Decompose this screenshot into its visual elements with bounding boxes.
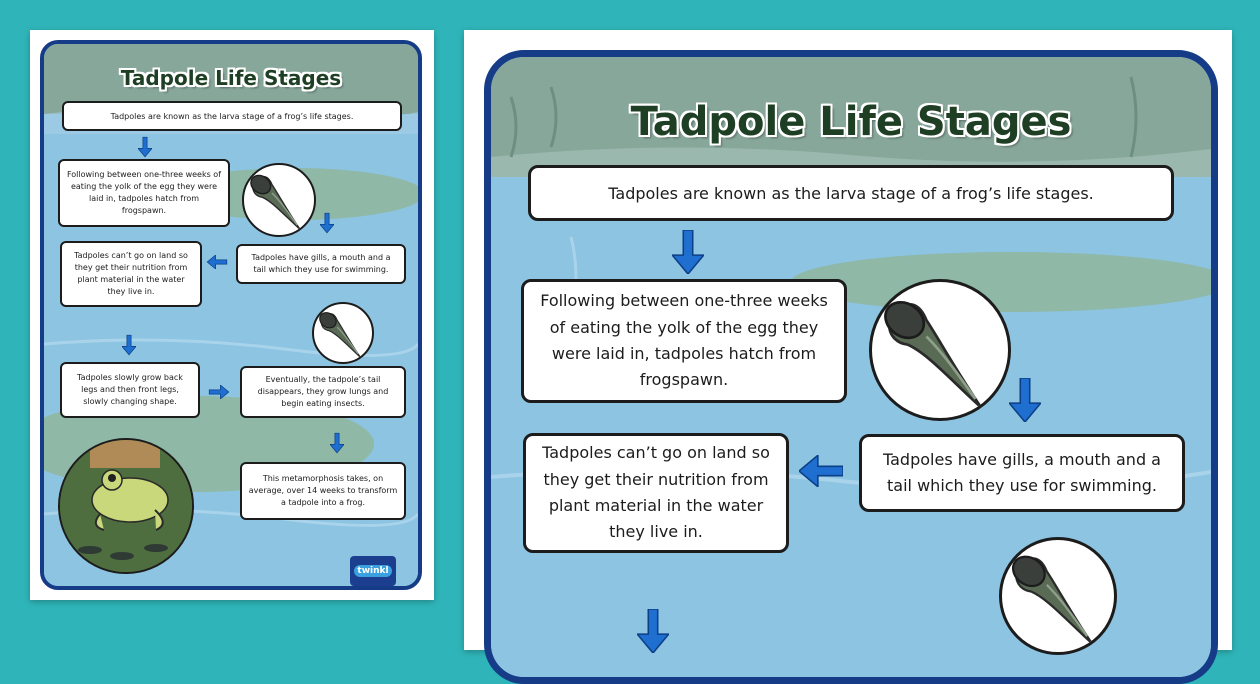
stage-5-box: Eventually, the tadpole’s tail disappears, they grow lungs and begin eating insects. (240, 366, 406, 418)
frog-image (58, 438, 194, 574)
arrow-down-icon (122, 334, 136, 356)
tadpole-image-zoom-1 (869, 279, 1011, 421)
tadpole-image-2 (312, 302, 374, 364)
logo-text: twinkl (354, 565, 391, 577)
poster-frame (40, 40, 422, 590)
poster-thumbnail (30, 30, 434, 600)
stage-6-box: This metamorphosis takes, on average, over 14 weeks to transform a tadpole into a frog. (240, 462, 406, 520)
arrow-down-icon (320, 212, 334, 234)
intro-box: Tadpoles are known as the larva stage of a frog’s life stages. (62, 101, 402, 131)
stage-3-box-zoom: Tadpoles can’t go on land so they get their nutrition from plant material in the water they live in. (523, 433, 789, 553)
stage-4-box: Tadpoles slowly grow back legs and then front legs, slowly changing shape. (60, 362, 200, 418)
stage-1-box: Following between one-three weeks of eating the yolk of the egg they were laid in, tadpoles hatch from frogspawn. (58, 159, 230, 227)
arrow-down-icon (138, 136, 152, 158)
tadpole-image-zoom-2 (999, 537, 1117, 655)
tadpole-icon (872, 282, 1008, 418)
page-title: Tadpole Life Stages (120, 66, 342, 90)
arrow-down-icon (330, 432, 344, 454)
stage-1-box-zoom: Following between one-three weeks of eating the yolk of the egg they were laid in, tadpoles hatch from frogspawn. (521, 279, 847, 403)
poster-zoom (464, 30, 1232, 650)
arrow-down-icon (637, 609, 669, 653)
tadpole-icon (244, 165, 314, 235)
frog-icon (60, 440, 192, 572)
poster-frame-zoom (484, 50, 1218, 684)
stage-3-box: Tadpoles can’t go on land so they get their nutrition from plant material in the water they live in. (60, 241, 202, 307)
intro-box-zoom: Tadpoles are known as the larva stage of a frog’s life stages. (528, 165, 1174, 221)
tadpole-image-1 (242, 163, 316, 237)
page-title-zoom: Tadpole Life Stages (630, 99, 1072, 145)
arrow-right-icon (208, 385, 230, 399)
arrow-left-icon (799, 455, 843, 487)
arrow-down-icon (1009, 378, 1041, 422)
arrow-left-icon (206, 255, 228, 269)
tadpole-icon (314, 304, 372, 362)
stage-2-box-zoom: Tadpoles have gills, a mouth and a tail which they use for swimming. (859, 434, 1185, 512)
stage-2-box: Tadpoles have gills, a mouth and a tail which they use for swimming. (236, 244, 406, 284)
arrow-down-icon (672, 230, 704, 274)
twinkl-logo (350, 556, 396, 586)
tadpole-icon (1002, 540, 1114, 652)
